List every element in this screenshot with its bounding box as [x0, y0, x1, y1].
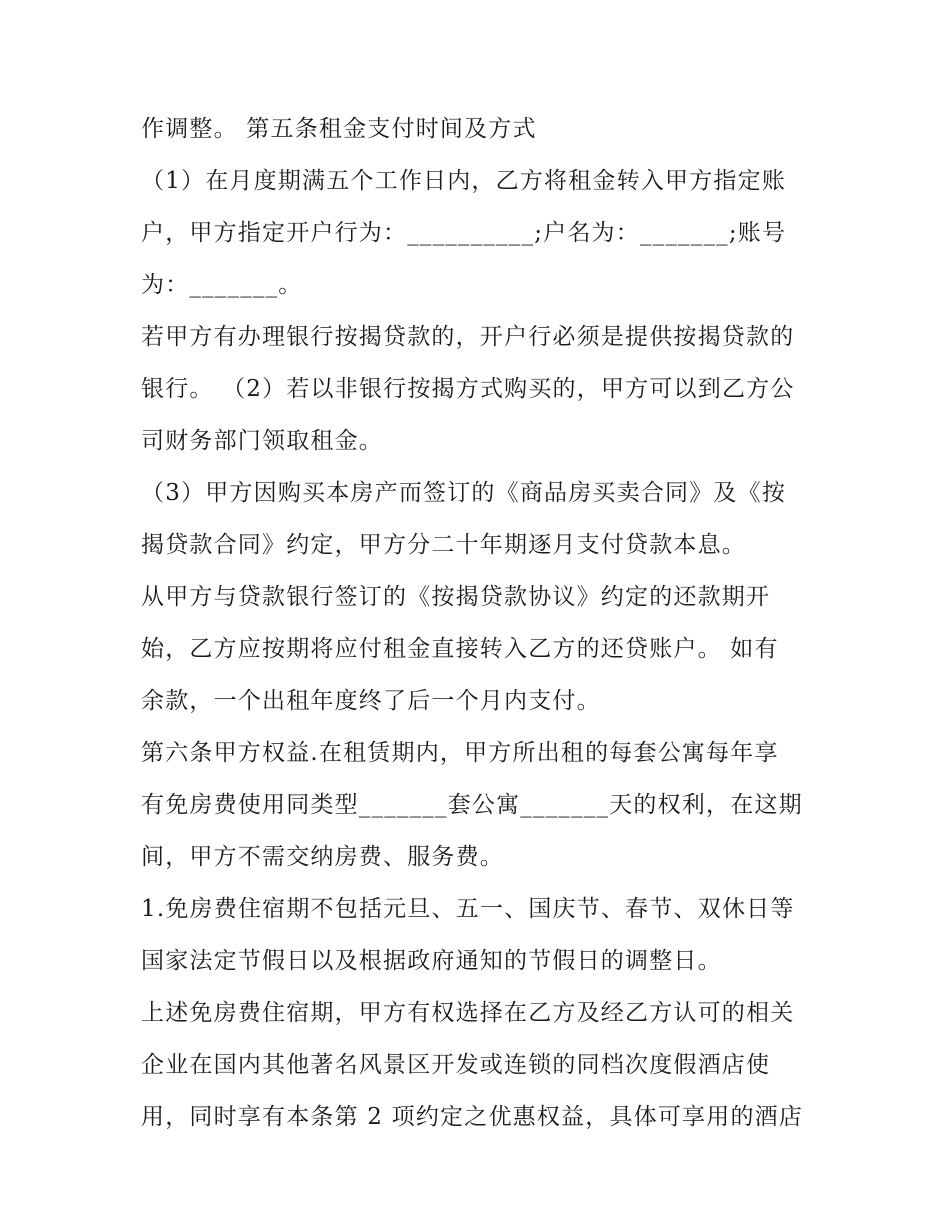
text-line: 揭贷款合同》约定，甲方分二十年期逐月支付贷款本息。 [141, 532, 746, 558]
text-line: 企业在国内其他著名风景区开发或连锁的同档次度假酒店使 [141, 1052, 771, 1078]
text-line: （3）甲方因购买本房产而签订的《商品房买卖合同》及《按 [141, 480, 787, 506]
text-line: 余款，一个出租年度终了后一个月内支付。 [141, 688, 601, 714]
text-line: 用，同时享有本条第 2 项约定之优惠权益，具体可享用的酒店 [141, 1104, 804, 1130]
text-line: 国家法定节假日以及根据政府通知的节假日的调整日。 [141, 948, 722, 974]
text-line: 若甲方有办理银行按揭贷款的，开户行必须是提供按揭贷款的 [141, 324, 795, 350]
text-line: 第六条甲方权益.在租赁期内，甲方所出租的每套公寓每年享 [141, 740, 779, 766]
text-line: 银行。 （2）若以非银行按揭方式购买的，甲方可以到乙方公 [141, 376, 795, 402]
text-line: 1.免房费住宿期不包括元旦、五一、国庆节、春节、双休日等 [141, 896, 795, 922]
text-line: 司财务部门领取租金。 [141, 428, 383, 454]
text-line: 作调整。 第五条租金支付时间及方式 [141, 116, 537, 142]
text-line: 上述免房费住宿期，甲方有权选择在乙方及经乙方认可的相关 [141, 1000, 795, 1026]
text-line: （1）在月度期满五个工作日内，乙方将租金转入甲方指定账 [141, 168, 787, 194]
text-line: 从甲方与贷款银行签订的《按揭贷款协议》约定的还款期开 [141, 584, 771, 610]
text-line: 间，甲方不需交纳房费、服务费。 [141, 844, 504, 870]
text-line: 始，乙方应按期将应付租金直接转入乙方的还贷账户。 如有 [141, 636, 779, 662]
text-line: 有免房费使用同类型_______套公寓_______天的权利，在这期 [141, 792, 803, 818]
text-line: 户，甲方指定开户行为：__________;户名为：_______;账号 [141, 220, 787, 246]
text-line: 为：_______。 [141, 272, 303, 298]
